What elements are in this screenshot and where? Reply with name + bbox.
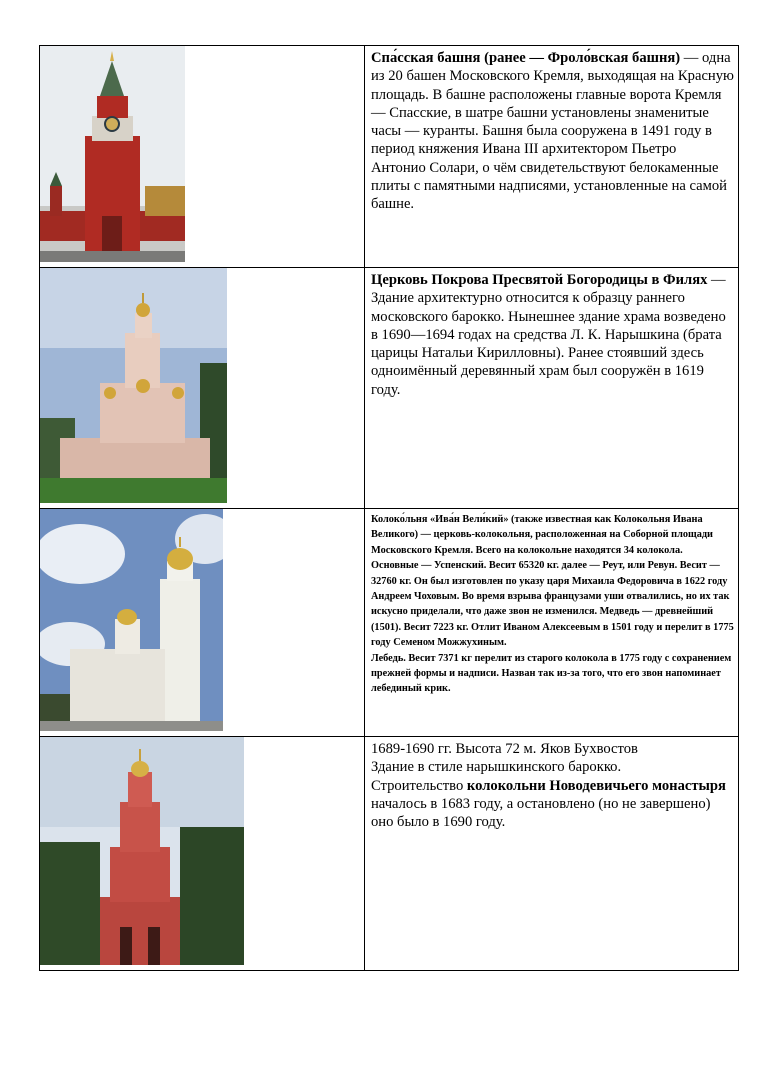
text-cell	[365, 509, 739, 737]
table-row	[40, 268, 739, 509]
image-cell	[40, 268, 365, 509]
text-cell	[365, 46, 739, 268]
fili-title: Церковь Покрова Пресвятой Богородицы в Филях	[371, 272, 708, 288]
table-row	[40, 509, 739, 737]
novodevichy-pre: Строительство	[371, 777, 467, 794]
ivan-bells-paragraph: Основные — Успенский. Весит 65320 кг. далее — Реут, или Ревун. Весит — 32760 кг. Он был изготовлен по указу царя Михаила Федоровича в 1622 году Андреем Чоховым. Во время взрыва французами уши отвалились, но их так искусно приделали, что даже звон не изменился. Медведь — древнейший (1501). Весит 7223 кг. Отлит Иваном Алексеевым в 1501 году и перелит в 1775 году Семеном Можжухиным.	[371, 560, 734, 649]
monuments-table	[39, 45, 739, 971]
image-cell	[40, 46, 365, 268]
image-cell	[40, 737, 365, 971]
ivan-great-bell-tower-photo	[40, 509, 223, 731]
text-cell	[365, 737, 739, 971]
ivan-title: Колоко́льня «Ива́н Вели́кий»	[371, 514, 509, 525]
novodevichy-title: колокольни Новодевичьего монастыря	[466, 777, 726, 794]
table-row	[40, 737, 739, 971]
ivan-swan-paragraph: Лебедь. Весит 7371 кг перелит из старого колокола в 1775 году с сохранением прежней формы и надписи. Назван так из-за того, что его звон напоминает лебединый крик.	[371, 652, 732, 695]
fili-church-photo	[40, 268, 227, 503]
ivan-text: (также известная как Колокольня Ивана Великого) — церковь-колокольня, расположенная на Соборной площади Московского Кремля. Всего на колокольне находятся 34 колокола.	[371, 514, 713, 556]
spasskaya-text: — одна из 20 башен Московского Кремля, выходящая на Красную площадь. В башне расположены главные ворота Кремля — Спасские, в шатре башни установлены знаменитые часы — куранты. Башня была сооружена в 1491 году в период княжения Ивана III архитектором Пьетро Антонио Солари, о чём свидетельствуют белокаменные плиты с памятными надписями, установленные на самой башне.	[371, 50, 734, 213]
image-cell	[40, 509, 365, 737]
novodevichy-bell-tower-photo	[40, 737, 244, 965]
novodevichy-style-line: Здание в стиле нарышкинского барокко.	[371, 759, 622, 776]
table-row	[40, 46, 739, 268]
fili-text: —Здание архитектурно относится к образцу раннего московского барокко. Нынешнее здание храма возведено в 1690—1694 годах на средства Л. К. Нарышкина (брата царицы Натальи Кирилловны). Ранее стоявший здесь одноимённый деревянный храм был сооружён в 1619 году.	[371, 272, 726, 398]
spasskaya-tower-photo	[40, 46, 185, 262]
novodevichy-date-line: 1689-1690 гг. Высота 72 м. Яков Бухвостов	[371, 741, 638, 757]
novodevichy-text: началось в 1683 году, а остановлено (но не завершено) оно было в 1690 году.	[371, 795, 711, 831]
text-cell	[365, 268, 739, 509]
spasskaya-title: Спа́сская башня (ранее — Фроло́вская башня)	[371, 50, 681, 66]
